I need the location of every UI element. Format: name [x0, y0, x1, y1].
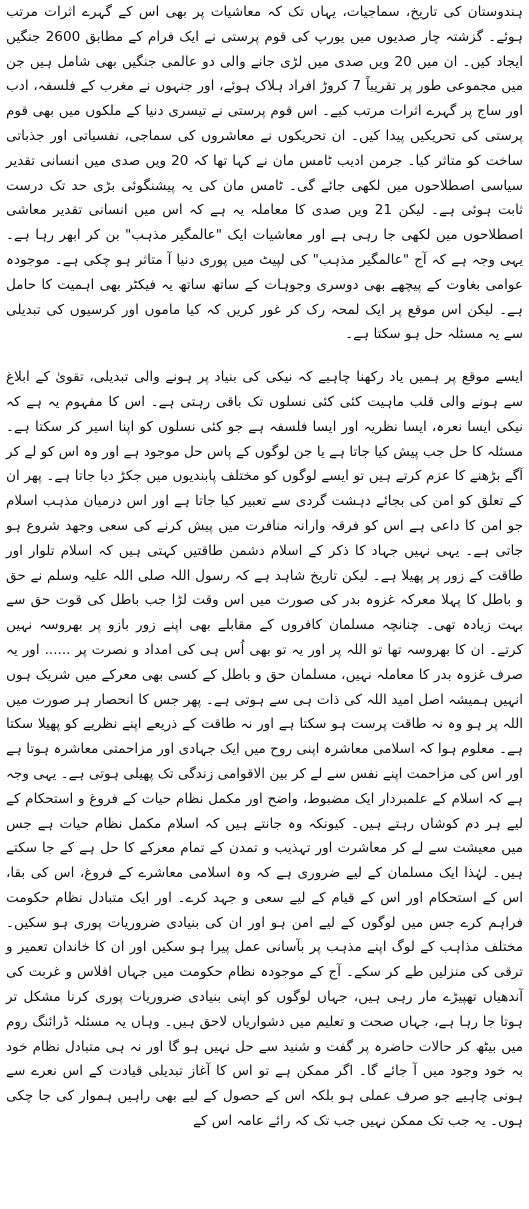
article-paragraph-1: ہندوستان کی تاریخ، سماجیات، یہاں تک کہ معاشیات پر بھی اس کے گہرے اثرات مرتب ہوئے۔ گزشتہ چار صدیوں میں یورپ کی قوم پرستی نے ایک فرام کے مطابق 2600 جنگیں ایجاد کیں۔ ان میں 20 ویں صدی میں لڑی جانے والی دو عالمی جنگیں بھی شامل ہیں جن میں مجموعی طور پر تقریباً 7 کروڑ افراد ہلاک ہوئے، اور جنہوں نے مغرب کے فلسفہ، ادب اور ساج پر گہرے اثرات مرتب کیے۔ اس قوم پرستی نے تیسری دنیا کے ملکوں میں بھی قوم پرستی کی تحریکیں پیدا کیں۔ ان تحریکوں نے معاشروں کی سماجی، نفسیاتی اور جذباتی ساخت کو متاثر کیا۔ جرمن ادیب ٹامس مان نے کہا تھا کہ 20 ویں صدی میں انسانی تقدیر سیاسی اصطلاحوں میں لکھی جائے گی۔ ٹامس مان کی یہ پیشنگوئی بڑی حد تک درست ثابت ہوئی ہے۔ لیکن 21 ویں صدی کا معاملہ یہ ہے کہ اس میں انسانی تقدیر معاشی اصطلاحوں میں لکھی جا رہی ہے اور معاشیات ایک "عالمگیر مذہب" بن کر ابھر رہا ہے۔ یہی وجہ ہے کہ آج "عالمگیر مذہب" کی لپیٹ میں پوری دنیا آ متاثر ہو چکی ہے۔ موجودہ عوامی بغاوت کے پیچھے بھی دوسری وجوہات کے ساتھ ساتھ یہ فیکٹر بھی اہمیت کا حامل ہے۔ لیکن اس موقع پر ایک لمحہ رک کر غور کریں کہ کیا ماموں اور کرسیوں کی تبدیلی سے یہ مسئلہ حل ہو سکتا ہے۔	[6, 4, 524, 343]
article-paragraph-2: ایسے موقع پر ہمیں یاد رکھنا چاہیے کہ نیکی کی بنیاد پر ہونے والی تبدیلی، تقویٰ کے ابلاغ سے ہونے والی قلب ماہیت کئی کئی نسلوں تک باقی رہتی ہے۔ اس کا مفہوم یہ ہے کہ نیکی ایسا نعرہ، ایسا نظریہ اور ایسا فلسفہ ہے جو کئی نسلوں کو اپنا اسیر کر سکتا ہے۔ مسئلہ کا حل جب پیش کیا جاتا ہے یا جن لوگوں کے پاس حل موجود ہے اور وہ اس کو لے کر آگے بڑھنے کا عزم کرتے ہیں تو ایسے لوگوں کو مختلف پابندیوں میں جکڑ دیا جاتا ہے۔ پھر ان کے تعلق کو امن کی بجائے دہشت گردی سے تعبیر کیا جاتا ہے اور اس درمیان مذہب اسلام جو امن کا داعی ہے اس کو فرقہ وارانہ منافرت میں پیش کرنے کی سعی وجھد شروع ہو جاتی ہے۔ یہی نہیں جہاد کا ذکر کے اسلام دشمن طاقتیں کہتی ہیں کہ اسلام تلوار اور طاقت کے زور پر پھیلا ہے۔ لیکن تاریخ شاہد ہے کہ رسول اللہ صلی اللہ علیہ وسلم نے حق و باطل کا پہلا معرکہ غزوہ بدر کی صورت میں اس وقت لڑا جب باطل کی قوت حق سے بہت زیادہ تھی۔ چنانچہ مسلمان کافروں کے مقابلے بھی اپنے زور بازو پر بھروسہ نہیں کرتے۔ ان کا بھروسہ تھا تو اللہ پر اور یہ تو بھی اُس ہی کی امداد و نصرت پر ...... اور یہ صرف غزوہ بدر کا معاملہ نہیں، مسلمان حق و باطل کے کسی بھی معرکے میں شریک ہوں انہیں ہمیشہ اصل امید اللہ کی ذات ہی سے ہوتی ہے۔ پھر جس کا انحصار ہر صورت میں اللہ پر ہو وہ نہ طاقت پرست ہو سکتا ہے اور نہ طاقت کے ذریعے اپنے نظریے کو پھیلا سکتا ہے۔ معلوم ہوا کہ اسلامی معاشرہ اپنی روح میں ایک جہادی اور مزاحمتی معاشرہ ہوتا ہے اور اس کی مزاحمت اپنے نفس سے لے کر بین الاقوامی زندگی تک پھیلی ہوتی ہے۔ یہی وجہ ہے کہ اسلام کے علمبردار ایک مضبوط، واضح اور مکمل نظام حیات کے فروغ و استحکام کے لیے ہر دم کوشاں رہتے ہیں۔ کیونکہ وہ جانتے ہیں کہ اسلام مکمل نظام حیات ہے جس میں معیشت سے لے کر معاشرت اور تہذیب و تمدن کے تمام معرکے کا حل ہے کے جا سکتے ہیں۔ لہٰذا ایک مسلمان کے لیے ضروری ہے کہ وہ اسلامی معاشرے کے فروغ، اس کی بقا، اس کے استحکام اور اس کے قیام کے لیے سعی و جہد کرے۔ اور ایک متبادل نظام حکومت فراہم کرے جس میں لوگوں کے لیے امن ہو اور ان کی بنیادی ضروریات پوری ہو سکیں۔ مختلف مذاہب کے لوگ اپنے مذہب پر بآسانی عمل پیرا ہو سکیں اور ان کا خاندان تعمیر و ترقی کی منزلیں طے کر سکے۔ آج کے موجودہ نظام حکومت میں جہاں افلاس و غربت کی آندھیاں تھپیڑے مار رہی ہیں، جہاں لوگوں کو اپنی بنیادی ضروریات پوری کرنا مشکل تر ہوتا جا رہا ہے، جہاں صحت و تعلیم میں دشواریاں لاحق ہیں۔ وہاں یہ مسئلہ ڈرائنگ روم میں بیٹھ کر حالات حاضرہ پر گفت و شنید سے حل نہیں ہو گا اور نہ ہی متبادل نظام خود بہ خود وجود میں آ جائے گا۔ اگر ممکن ہے تو اس کا آغاز تبدیلی قیادت کے اس نعرے سے ہونی چاہیے جو صرف عملی ہو بلکہ اس کے حصول کے لیے بھی راہیں ہموار کی جا چکی ہوں۔ یہ جب تک ممکن نہیں جب تک کہ رائے عامہ اس کے	[6, 369, 523, 1130]
